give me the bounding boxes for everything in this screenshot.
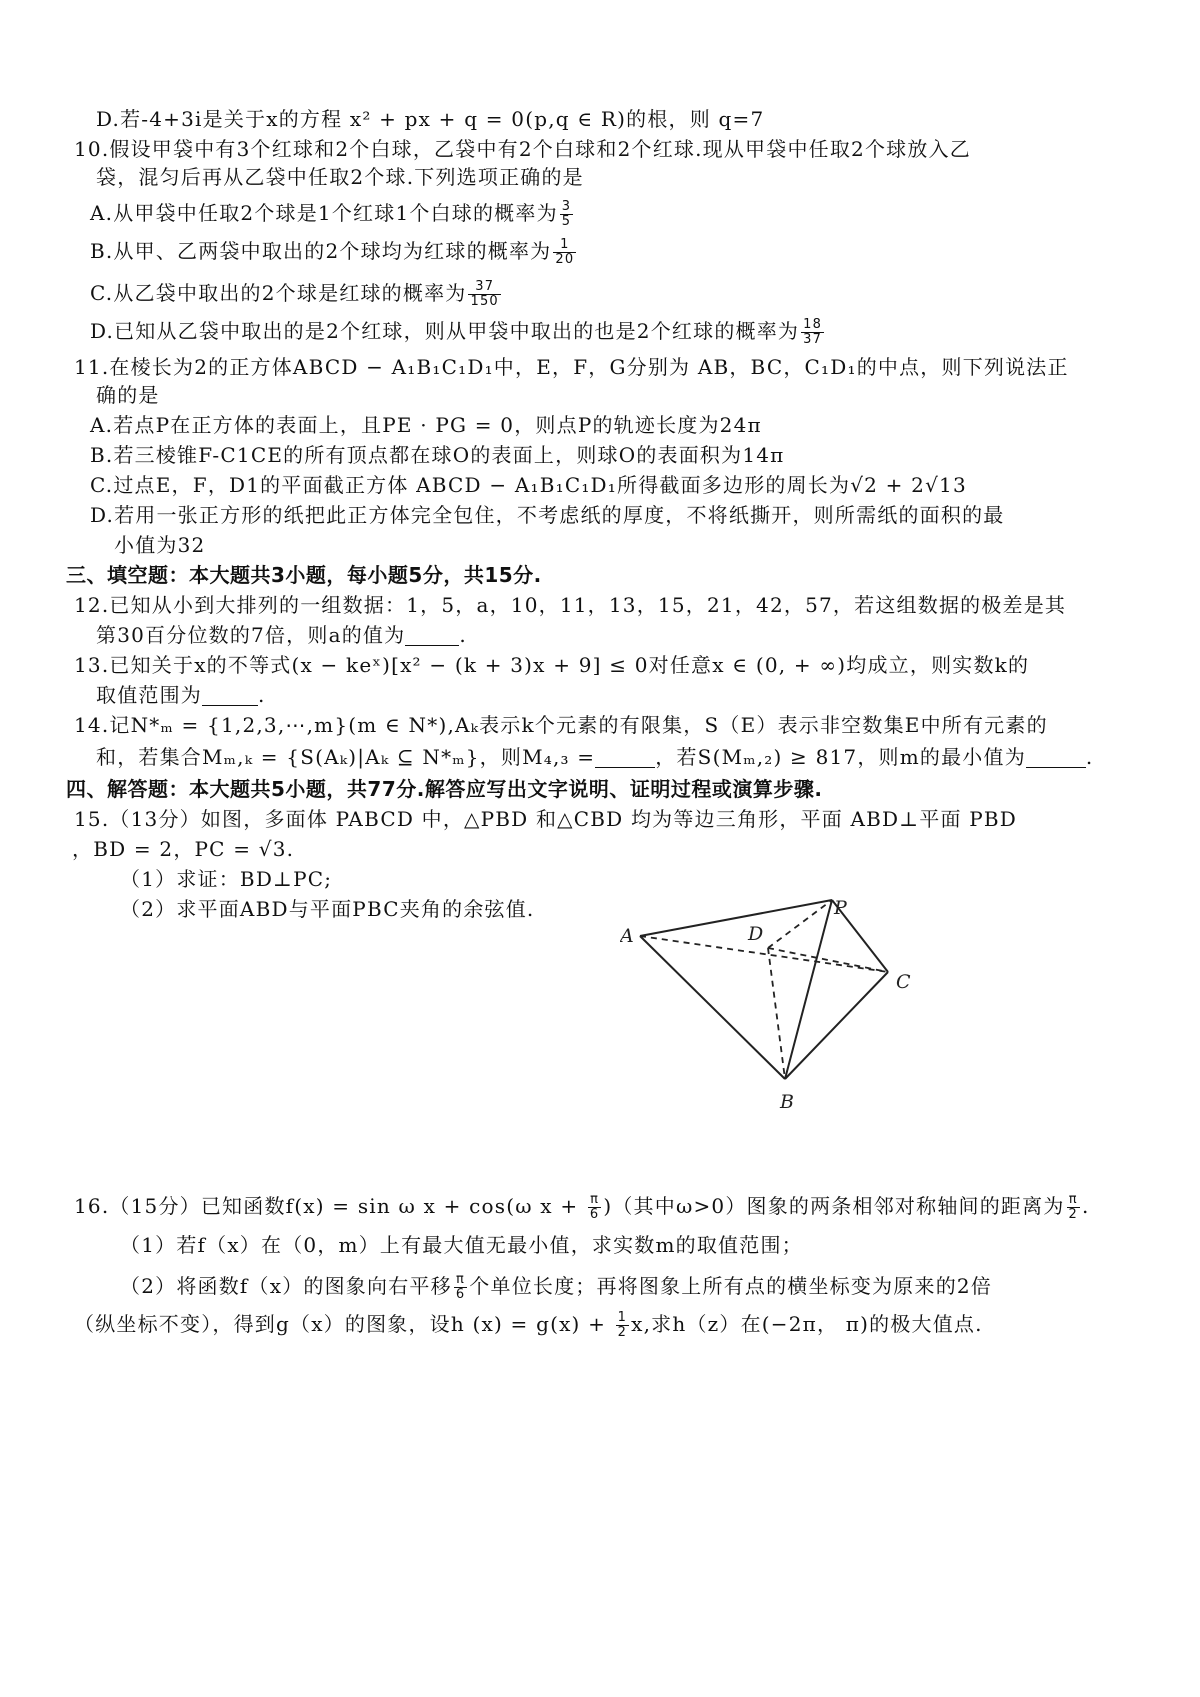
q15-line1: 15.（13分）如图，多面体 PABCD 中，△PBD 和△CBD 均为等边三角形，平面 ABD⊥平面 PBD [74,807,1018,831]
q10-c-denominator: 150 [470,294,499,309]
q12-line1: 12.已知从小到大排列的一组数据：1，5，a，10，11，13，15，21，42，57，若这组数据的极差是其 [74,593,1067,617]
q12-line2-text: 第30百分位数的7倍，则a的值为 [96,623,406,647]
edge-PB [785,900,832,1079]
q10-option-d [90,316,826,347]
q13-answer-blank [202,685,258,706]
q10-a-numerator: 3 [561,199,572,214]
q14-line2-text-a: 和，若集合Mₘ,ₖ = {S(Aₖ)|Aₖ ⊆ N*ₘ}，则M₄,₃ = [96,745,596,769]
vertex-label-a: A [620,925,634,947]
edge-BC [785,972,888,1079]
section4-heading: 四、解答题：本大题共5小题，共77分.解答应写出文字说明、证明过程或演算步骤. [66,777,823,801]
q14-line2 [96,742,1093,772]
q10-option-b [90,236,578,267]
q10-option-b-fraction [553,238,576,267]
q11-option-d-line1: D.若用一张正方形的纸把此正方体完全包住，不考虑纸的厚度，不将纸撕开，则所需纸的面积的最 [90,503,1005,527]
q9-option-d: D.若-4+3i是关于x的方程 x² + px + q = 0(p,q ∈ R)的根，则 q=7 [96,107,765,131]
q16-frac2-numerator: π [1067,1193,1080,1208]
q11-option-c: C.过点E，F，D1的平面截正方体 ABCD − A₁B₁C₁D₁所得截面多边形的周长为√2 + 2√13 [90,473,967,497]
q16-sub3-numerator: 1 [617,1310,628,1325]
q15-line2: ，BD = 2，PC = √3. [72,837,295,861]
q10-option-c-fraction [468,280,500,309]
q13-line2 [96,680,266,710]
q10-b-numerator: 1 [553,238,576,253]
q10-option-d-text: D.已知从乙袋中取出的是2个红球，则从甲袋中取出的也是2个红球的概率为 [90,319,800,343]
edge-AP [640,900,832,936]
edge-AB [640,936,785,1079]
vertex-label-p: P [834,897,847,919]
q16-sub3-text-a: （纵坐标不变），得到g（x）的图象，设h (x) = g(x) + [74,1312,614,1336]
q10-d-denominator: 37 [803,332,823,347]
q10-option-c-text: C.从乙袋中取出的2个球是红球的概率为 [90,281,467,305]
q10-stem-line1: 10.假设甲袋中有3个红球和2个白球，乙袋中有2个白球和2个红球.现从甲袋中任取2个球放入乙 [74,137,971,161]
q16-frac2-denominator: 2 [1068,1207,1079,1222]
q16-sub2-text-a: （2）将函数f（x）的图象向右平移 [120,1274,452,1298]
q10-option-d-fraction [801,318,824,347]
q16-line1 [74,1184,1090,1228]
q16-sub2-denominator: 6 [455,1287,466,1302]
q13-line2-text: 取值范围为 [96,683,202,707]
q16-pi-over-2 [1067,1193,1080,1222]
edge-DC-dashed [768,948,888,972]
q10-a-denominator: 5 [561,214,572,229]
q11-option-d-line2: 小值为32 [114,533,206,557]
q14-line1: 14.记N*ₘ = {1,2,3,⋯,m}(m ∈ N*),Aₖ表示k个元素的有限集，S（E）表示非空数集E中所有元素的 [74,713,1048,737]
edge-DB-dashed [768,948,785,1079]
edge-AC-dashed [640,936,888,972]
q10-option-a-text: A.从甲袋中任取2个球是1个红球1个白球的概率为 [90,201,558,225]
q11-option-b: B.若三棱锥F-C1CE的所有顶点都在球O的表面上，则球O的表面积为14π [90,443,785,467]
q11-stem-line1: 11.在棱长为2的正方体ABCD − A₁B₁C₁D₁中，E，F，G分别为 AB，BC，C₁D₁的中点，则下列说法正 [74,355,1069,379]
q16-sub2-text-b: 个单位长度；再将图象上所有点的横坐标变为原来的2倍 [469,1274,993,1298]
q11-stem-line2: 确的是 [96,383,160,407]
q14-line2-end: . [1085,745,1094,769]
q14-answer-blank-1 [595,747,655,768]
vertex-label-c: C [896,971,911,993]
q16-sub3-denominator: 2 [617,1325,628,1340]
q10-option-c [90,278,503,309]
q16-frac1-numerator: π [588,1193,601,1208]
q16-sub2-pi-over-6 [454,1273,467,1302]
q12-line2 [96,620,467,650]
q13-line2-end: . [258,683,266,707]
q10-option-a [90,198,575,229]
q16-sub2 [120,1268,992,1304]
q11-option-a: A.若点P在正方体的表面上，且PE · PG = 0，则点P的轨迹长度为24π [90,413,762,437]
q16-frac1-denominator: 6 [589,1207,600,1222]
q10-option-b-text: B.从甲、乙两袋中取出的2个球均为红球的概率为 [90,239,552,263]
q15-polyhedron-diagram [620,896,950,1111]
vertex-label-d: D [748,923,764,945]
q16-pi-over-6 [588,1193,601,1222]
vertex-label-b: B [780,1091,794,1111]
q16-line1-text-b: )（其中ω>0）图象的两条相邻对称轴间的距离为 [603,1194,1065,1218]
q10-c-numerator: 37 [468,280,500,295]
q12-line2-end: . [459,623,467,647]
q10-b-denominator: 20 [555,252,575,267]
q16-one-half [616,1311,629,1340]
q16-sub1: （1）若f（x）在（0，m）上有最大值无最小值，求实数m的取值范围； [120,1233,803,1257]
q13-line1: 13.已知关于x的不等式(x − keˣ)[x² − (k + 3)x + 9] ≤ 0对任意x ∈ (0, + ∞)均成立，则实数k的 [74,653,1030,677]
section3-heading: 三、填空题：本大题共3小题，每小题5分，共15分. [66,563,542,587]
q16-line1-text-a: 16.（15分）已知函数f(x) = sin ω x + cos(ω x + [74,1194,586,1218]
q10-stem-line2: 袋，混匀后再从乙袋中任取2个球.下列选项正确的是 [96,165,584,189]
q14-answer-blank-2 [1026,747,1086,768]
q15-sub2: （2）求平面ABD与平面PBC夹角的余弦值. [120,897,535,921]
q16-sub2-numerator: π [454,1273,467,1288]
q10-d-numerator: 18 [803,317,823,332]
edge-DP-dashed [768,900,832,948]
q16-sub3-text-b: x,求h（z）在(−2π， π)的极大值点. [631,1312,983,1336]
q12-answer-blank [405,625,459,646]
q16-line1-end: . [1082,1194,1090,1218]
q16-sub3 [74,1306,983,1342]
q14-line2-text-b: ，若S(Mₘ,₂) ≥ 817，则m的最小值为 [655,745,1026,769]
q10-option-a-fraction [560,200,573,229]
q15-sub1: （1）求证：BD⊥PC; [120,867,333,891]
